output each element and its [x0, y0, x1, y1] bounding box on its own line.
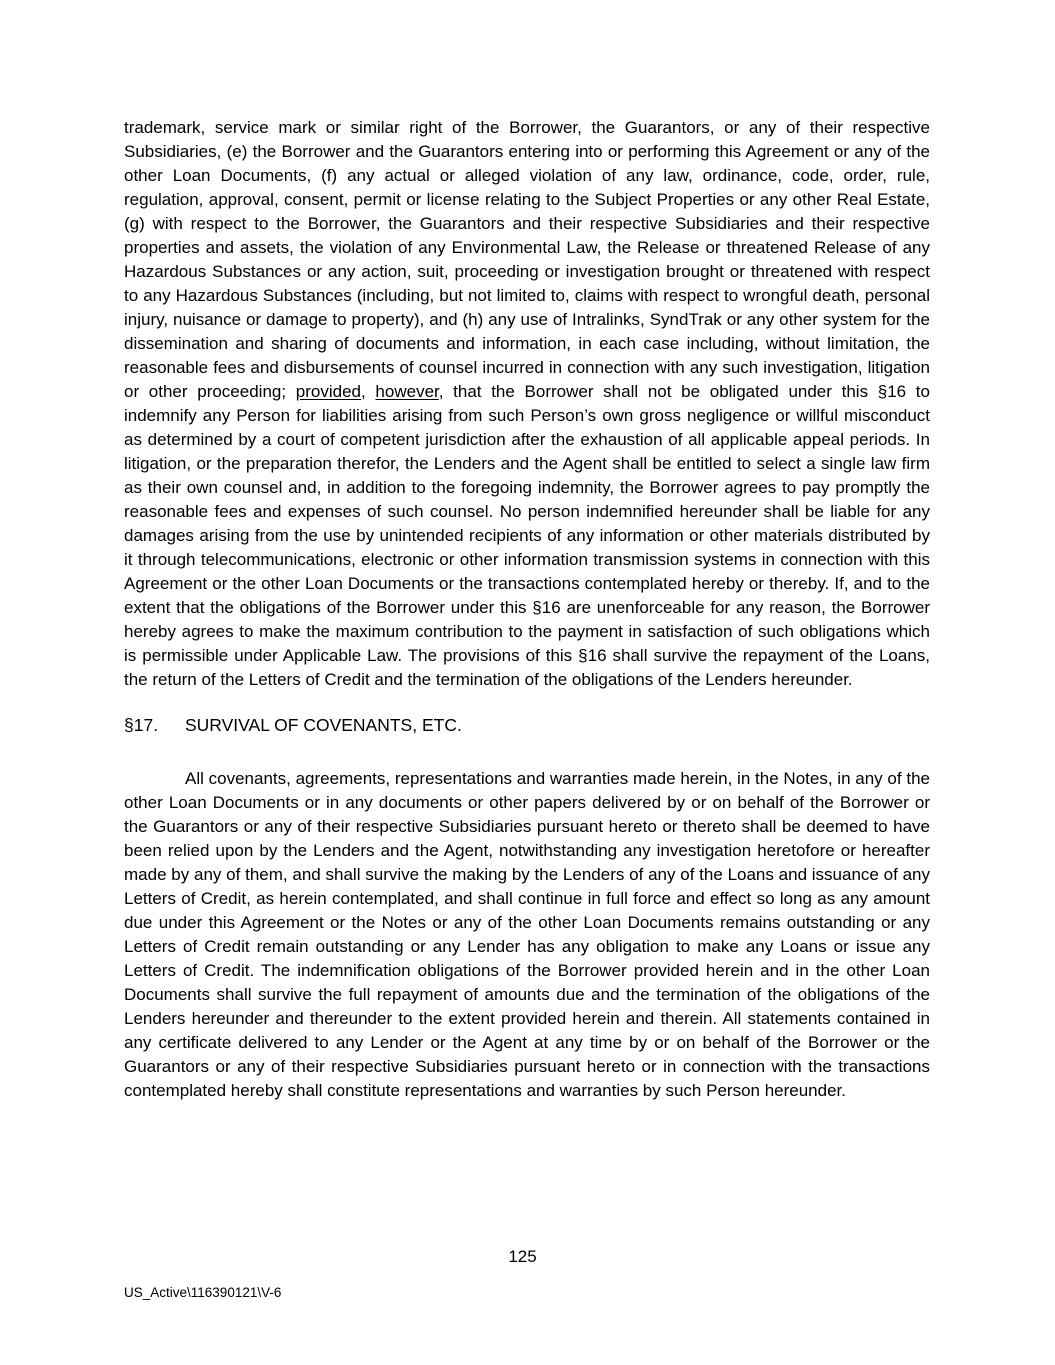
document-id-footer: US_Active\116390121\V-6 — [124, 1285, 282, 1300]
paragraph-survival-of-covenants: All covenants, agreements, representations and warranties made herein, in the Notes, in any of the other Loan Documents or in any documents or other papers delivered by or on behalf of the Borrower or the Guarantors or any of their respective Subsidiaries pursuant hereto or thereto shall be deemed to have been relied upon by the Lenders and the Agent, notwithstanding any investigation heretofore or hereafter made by any of them, and shall survive the making by the Lenders of any of the Loans and issuance of any Letters of Credit, as herein contemplated, and shall continue in full force and effect so long as any amount due under this Agreement or the Notes or any of the other Loan Documents remains outstanding or any Letters of Credit remain outstanding or any Lender has any obligation to make any Loans or issue any Letters of Credit. The indemnification obligations of the Borrower provided herein and in the other Loan Documents shall survive the full repayment of amounts due and the termination of the obligations of the Lenders hereunder and thereunder to the extent provided herein and therein. All statements contained in any certificate delivered to any Lender or the Agent at any time by or on behalf of the Borrower or the Guarantors or any of their respective Subsidiaries pursuant hereto or in connection with the transactions contemplated hereby shall constitute representations and warranties by such Person hereunder. — [124, 769, 930, 1100]
paragraph-indemnification-continuation — [124, 116, 930, 692]
section-heading — [124, 713, 930, 737]
para1-segment-after: , that the Borrower shall not be obligated under this §16 to indemnify any Person for liabilities arising from such Person’s own gross negligence or willful misconduct as determined by a court of competent jurisdiction after the exhaustion of all applicable appeal periods. In litigation, or the preparation therefor, the Lenders and the Agent shall be entitled to select a single law firm as their own counsel and, in addition to the foregoing indemnity, the Borrower agrees to pay promptly the reasonable fees and expenses of such counsel. No person indemnified hereunder shall be liable for any damages arising from the use by unintended recipients of any information or other materials distributed by it through telecommunications, electronic or other information transmission systems in connection with this Agreement or the other Loan Documents or the transactions contemplated hereby or thereby. If, and to the extent that the obligations of the Borrower under this §16 are unenforceable for any reason, the Borrower hereby agrees to make the maximum contribution to the payment in satisfaction of such obligations which is permissible under Applicable Law. The provisions of this §16 shall survive the repayment of the Loans, the return of the Letters of Credit and the termination of the obligations of the Lenders hereunder. — [124, 382, 930, 689]
para1-separator: , — [361, 382, 376, 401]
however-term-underlined: however — [375, 382, 439, 401]
provided-term-underlined: provided — [295, 382, 361, 401]
para1-segment-before: trademark, service mark or similar right of the Borrower, the Guarantors, or any of their respective Subsidiaries, (e) the Borrower and the Guarantors entering into or performing this Agreement or any of the other Loan Documents, (f) any actual or alleged violation of any law, ordinance, code, order, rule, regulation, approval, consent, permit or license relating to the Subject Properties or any other Real Estate, (g) with respect to the Borrower, the Guarantors and their respective Subsidiaries and their respective properties and assets, the violation of any Environmental Law, the Release or threatened Release of any Hazardous Substances or any action, suit, proceeding or investigation brought or threatened with respect to any Hazardous Substances (including, but not limited to, claims with respect to wrongful death, personal injury, nuisance or damage to property), and (h) any use of Intralinks, SyndTrak or any other system for the dissemination and sharing of documents and information, in each case including, without limitation, the reasonable fees and disbursements of counsel incurred in connection with any such investigation, litigation or other proceeding; — [124, 118, 930, 401]
section-number: §17. — [124, 715, 159, 735]
document-body — [124, 116, 930, 1103]
page-number: 125 — [508, 1247, 537, 1266]
section-title: SURVIVAL OF COVENANTS, ETC. — [185, 715, 462, 735]
